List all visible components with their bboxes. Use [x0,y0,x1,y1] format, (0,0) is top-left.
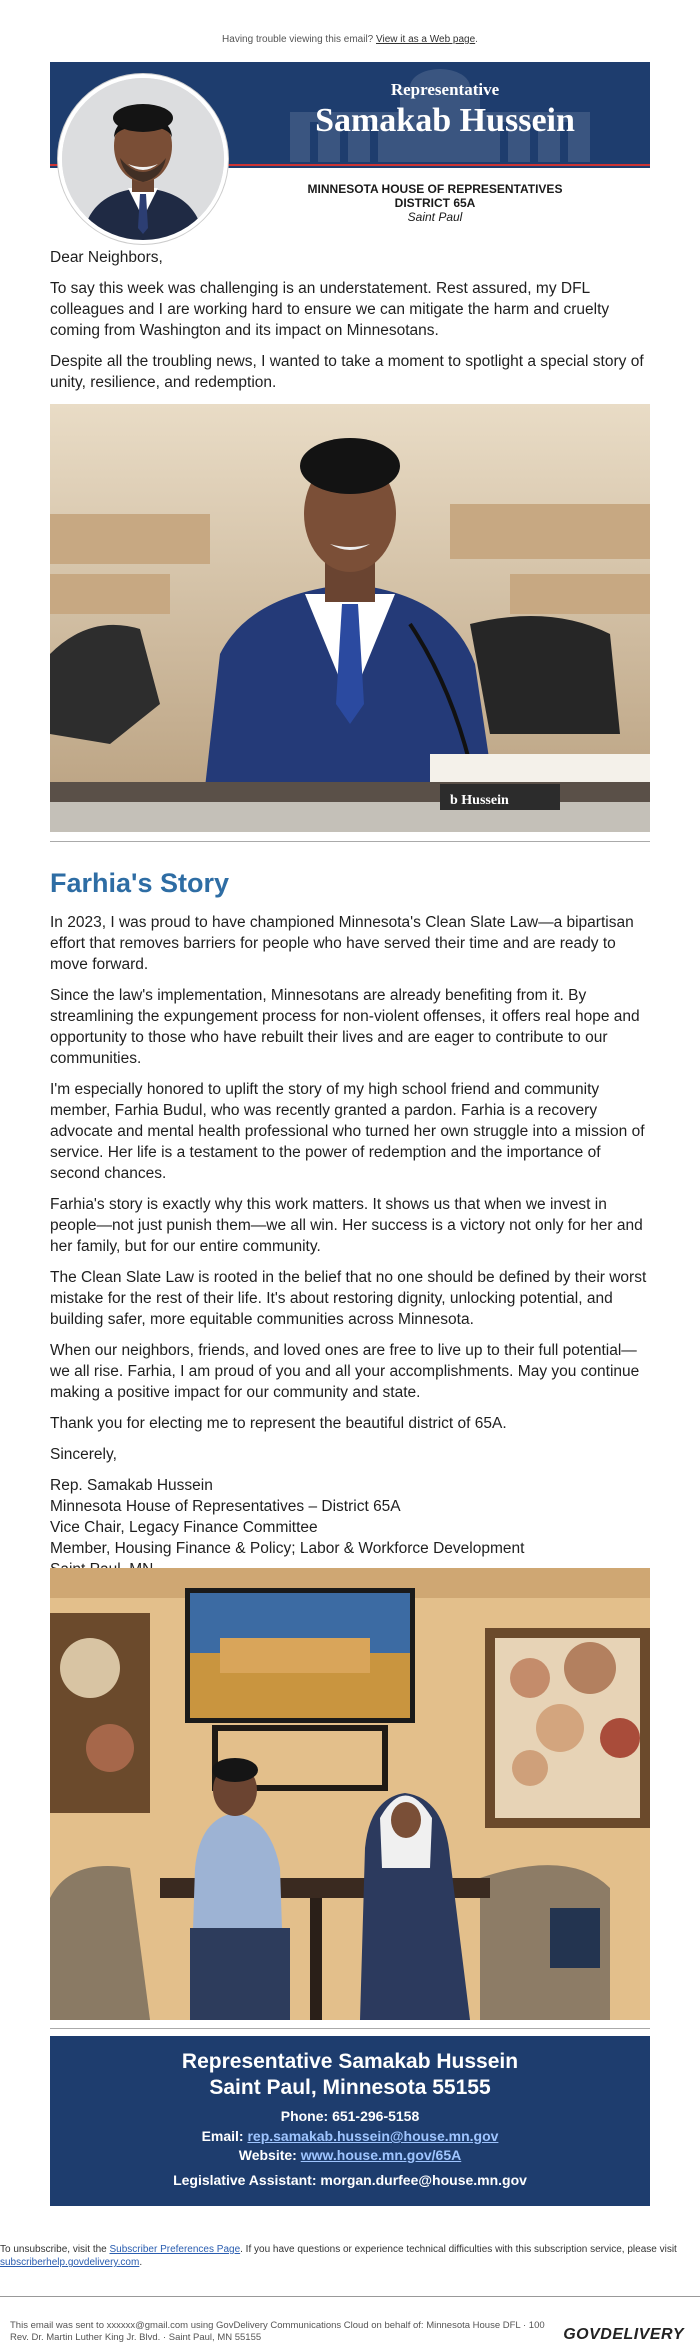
nameplate-text: b Hussein [450,793,509,808]
title-representative: Representative [390,80,500,99]
footer-assistant: Legislative Assistant: morgan.durfee@house.mn.gov [173,2172,527,2188]
story-paragraph-4: Farhia's story is exactly why this work matters. It shows us that when we invest in people—not just punish them—we all win. Her success is a victory not only for her and her family, but for our entire community. [50,1196,643,1255]
portrait-photo [58,74,228,244]
footer-website-row [50,2147,650,2163]
divider-2 [50,2028,650,2029]
org-city: Saint Paul [407,210,463,224]
closing: Sincerely, [50,1446,117,1463]
legal-line-1: This email was sent to xxxxxx@gmail.com using GovDelivery Communications Cloud on behalf of: Minnesota House DFL · 100 [10,2320,545,2331]
story-paragraph-7: Thank you for electing me to represent the beautiful district of 65A. [50,1415,507,1432]
signature-line-3: Vice Chair, Legacy Finance Committee [50,1519,318,1536]
legal-footer [10,2320,590,2344]
story-paragraph-3: I'm especially honored to uplift the story of my high school friend and community member, Farhia Budul, who was recently granted a pardon. Farhia is a recovery advocate and mental health professional who turned her own struggle into a mission of service. Her life is a testament to the power of redemption and the importance of second chances. [50,1081,645,1182]
divider-3 [0,2296,700,2297]
contact-footer [50,2036,650,2206]
website-link[interactable]: www.house.mn.gov/65A [300,2147,462,2163]
story-body [50,912,654,1580]
signature-block [50,1475,654,1580]
story-paragraph-5: The Clean Slate Law is rooted in the belief that no one should be defined by their worst mistake for the rest of their life. It's about restoring dignity, unlocking potential, and building safer, more equitable communities across Minnesota. [50,1269,647,1328]
greeting: Dear Neighbors, [50,249,163,266]
story-paragraph-2: Since the law's implementation, Minnesotans are already benefiting from it. By streamlining the expungement process for non-violent offenses, it offers real hope and opportunity to those who have rebuilt their lives and are eager to contribute to our communities. [50,987,640,1067]
footer-city: Saint Paul, Minnesota 55155 [209,2076,491,2099]
subscriber-preferences-link[interactable]: Subscriber Preferences Page [109,2244,241,2255]
footer-name: Representative Samakab Hussein [181,2050,519,2073]
title-name: Samakab Hussein [315,102,575,139]
unsubscribe-note: To unsubscribe, visit the Subscriber Preferences Page. If you have questions or experience technical difficulties with this subscription service, please visit subscriberhelp.govdelivery.com. [0,2244,677,2268]
divider-1 [50,841,650,842]
web-page-link[interactable]: View it as a Web page [376,34,476,45]
email-link[interactable]: rep.samakab.hussein@house.mn.gov [247,2128,499,2144]
website-label: Website: [238,2147,297,2163]
email-label: Email: [201,2128,244,2144]
legal-line-2: Rev. Dr. Martin Luther King Jr. Blvd. · Saint Paul, MN 55155 [10,2332,262,2343]
signature-name: Rep. Samakab Hussein [50,1477,213,1494]
view-online-note: Having trouble viewing this email? View it as a Web page. [222,34,478,45]
org-line1: MINNESOTA HOUSE OF REPRESENTATIVES [307,182,563,196]
footer-email-row [50,2128,650,2144]
hearing-photo [50,404,650,832]
footer-phone: Phone: 651-296-5158 [280,2108,420,2124]
story-paragraph-1: In 2023, I was proud to have championed Minnesota's Clean Slate Law—a bipartisan effort that removes barriers for people who have served their time and are ready to move forward. [50,914,634,973]
intro-paragraph-1: To say this week was challenging is an understatement. Rest assured, my DFL colleagues and I are working hard to ensure we can mitigate the harm and cruelty coming from Washington and its impact on Minnesotans. [50,280,610,339]
signature-line-2: Minnesota House of Representatives – District 65A [50,1498,401,1515]
restaurant-photo [50,1568,650,2020]
signature-line-4: Member, Housing Finance & Policy; Labor & Workforce Development [50,1540,525,1557]
story-paragraph-6: When our neighbors, friends, and loved ones are free to live up to their full potential—we all rise. Farhia, I am proud of you and all your accomplishments. May you continue making a positive impact for our community and state. [50,1342,640,1401]
subscriber-help-link[interactable]: subscriberhelp.govdelivery.com [0,2257,140,2268]
story-title: Farhia's Story [50,868,229,898]
intro-paragraph-2: Despite all the troubling news, I wanted to take a moment to spotlight a special story of unity, resilience, and redemption. [50,353,644,391]
intro-text [50,247,654,393]
trouble-text: Having trouble viewing this email? [222,34,374,45]
org-line2: DISTRICT 65A [394,196,476,210]
govdelivery-logo[interactable]: GOVDELIVERY [563,2326,684,2343]
org-block [240,182,630,224]
